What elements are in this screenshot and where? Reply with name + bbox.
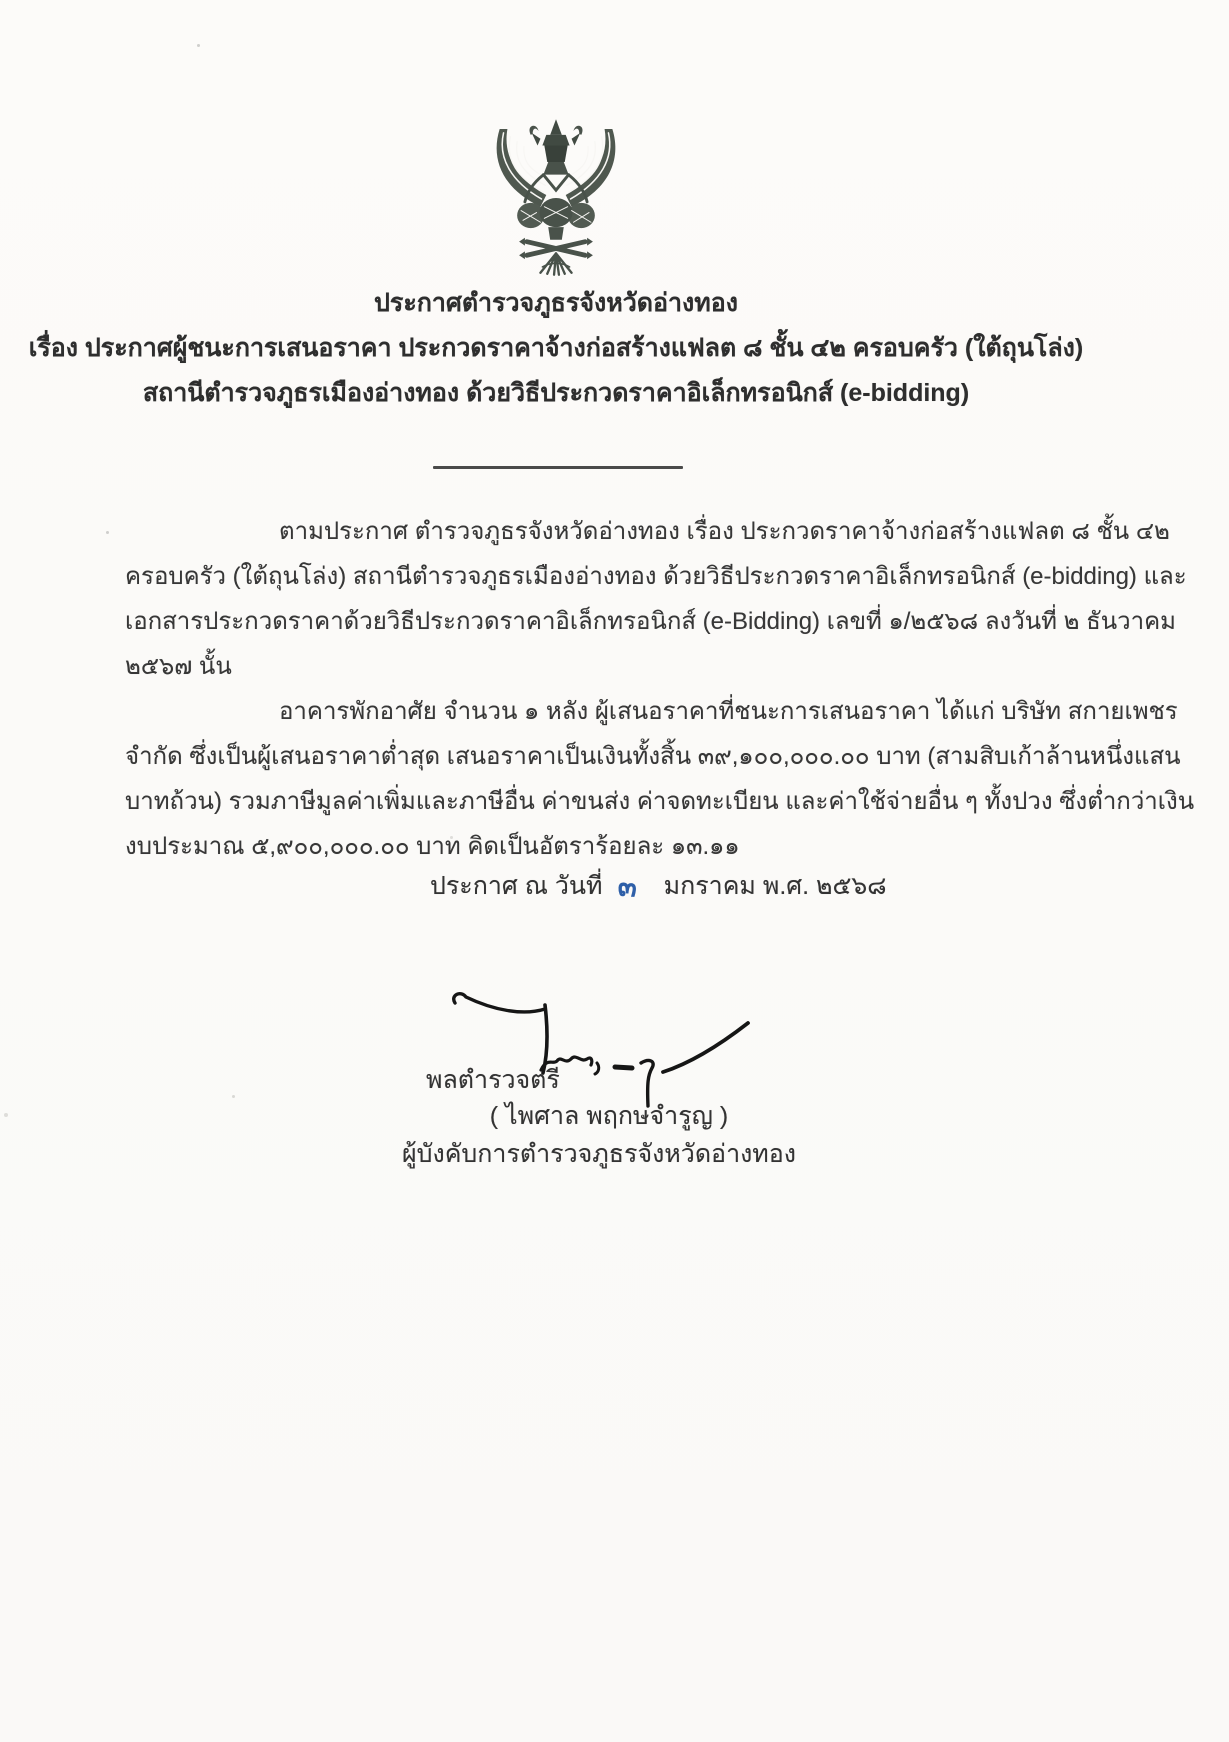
paragraph-2-line-1: อาคารพักอาศัย จำนวน ๑ หลัง ผู้เสนอราคาที่ชนะการเสนอราคา ได้แก่ บริษัท สกายเพชร — [279, 698, 1178, 725]
signer-name: ( ไพศาล พฤกษจำรูญ ) — [489, 1102, 729, 1130]
subject-line-2: สถานีตำรวจภูธรเมืองอ่างทอง ด้วยวิธีประกวดราคาอิเล็กทรอนิกส์ (e-bidding) — [142, 379, 970, 407]
paragraph-1-line-1: ตามประกาศ ตำรวจภูธรจังหวัดอ่างทอง เรื่อง ประกวดราคาจ้างก่อสร้างแฟลต ๘ ชั้น ๔๒ — [279, 518, 1170, 545]
issued-date-prefix: ประกาศ ณ วันที่ — [430, 872, 603, 900]
scan-speck — [450, 836, 453, 839]
paragraph-1-line-2: ครอบครัว (ใต้ถุนโล่ง) สถานีตำรวจภูธรเมืองอ่างทอง ด้วยวิธีประกวดราคาอิเล็กทรอนิกส์ (e-bidding) และ — [125, 563, 1187, 590]
agency-title: ประกาศตำรวจภูธรจังหวัดอ่างทอง — [374, 289, 738, 317]
garuda-emblem-icon — [488, 116, 624, 278]
scan-speck — [106, 531, 109, 534]
issued-date-suffix: มกราคม พ.ศ. ๒๕๖๘ — [663, 872, 887, 900]
paragraph-2-line-4: งบประมาณ ๕,๙๐๐,๐๐๐.๐๐ บาท คิดเป็นอัตราร้อยละ ๑๓.๑๑ — [125, 833, 740, 860]
handwritten-day-number: ๓ — [617, 870, 639, 903]
subject-line-1: เรื่อง ประกาศผู้ชนะการเสนอราคา ประกวดราคาจ้างก่อสร้างแฟลต ๘ ชั้น ๔๒ ครอบครัว (ใต้ถุนโล่ง) — [28, 334, 1084, 362]
signer-rank: พลตำรวจตรี — [426, 1066, 560, 1094]
paragraph-2-line-2: จำกัด ซึ่งเป็นผู้เสนอราคาต่ำสุด เสนอราคาเป็นเงินทั้งสิ้น ๓๙,๑๐๐,๐๐๐.๐๐ บาท (สามสิบเก้าล้านหนึ่งแสน — [125, 743, 1181, 770]
scan-speck — [4, 1113, 8, 1117]
paragraph-1-line-4: ๒๕๖๗ นั้น — [125, 653, 232, 680]
title-divider-rule — [433, 466, 683, 469]
scan-speck — [232, 1095, 235, 1098]
scan-speck — [197, 44, 200, 47]
paragraph-1-line-3: เอกสารประกวดราคาด้วยวิธีประกวดราคาอิเล็กทรอนิกส์ (e-Bidding) เลขที่ ๑/๒๕๖๘ ลงวันที่ ๒ ธันวาคม — [125, 608, 1176, 635]
issued-date-line — [430, 863, 887, 907]
paragraph-2-line-3: บาทถ้วน) รวมภาษีมูลค่าเพิ่มและภาษีอื่น ค่าขนส่ง ค่าจดทะเบียน และค่าใช้จ่ายอื่น ๆ ทั้งปวง ซึ่งต่ำกว่าเงิน — [125, 788, 1195, 815]
signer-position: ผู้บังคับการตำรวจภูธรจังหวัดอ่างทอง — [401, 1140, 797, 1168]
